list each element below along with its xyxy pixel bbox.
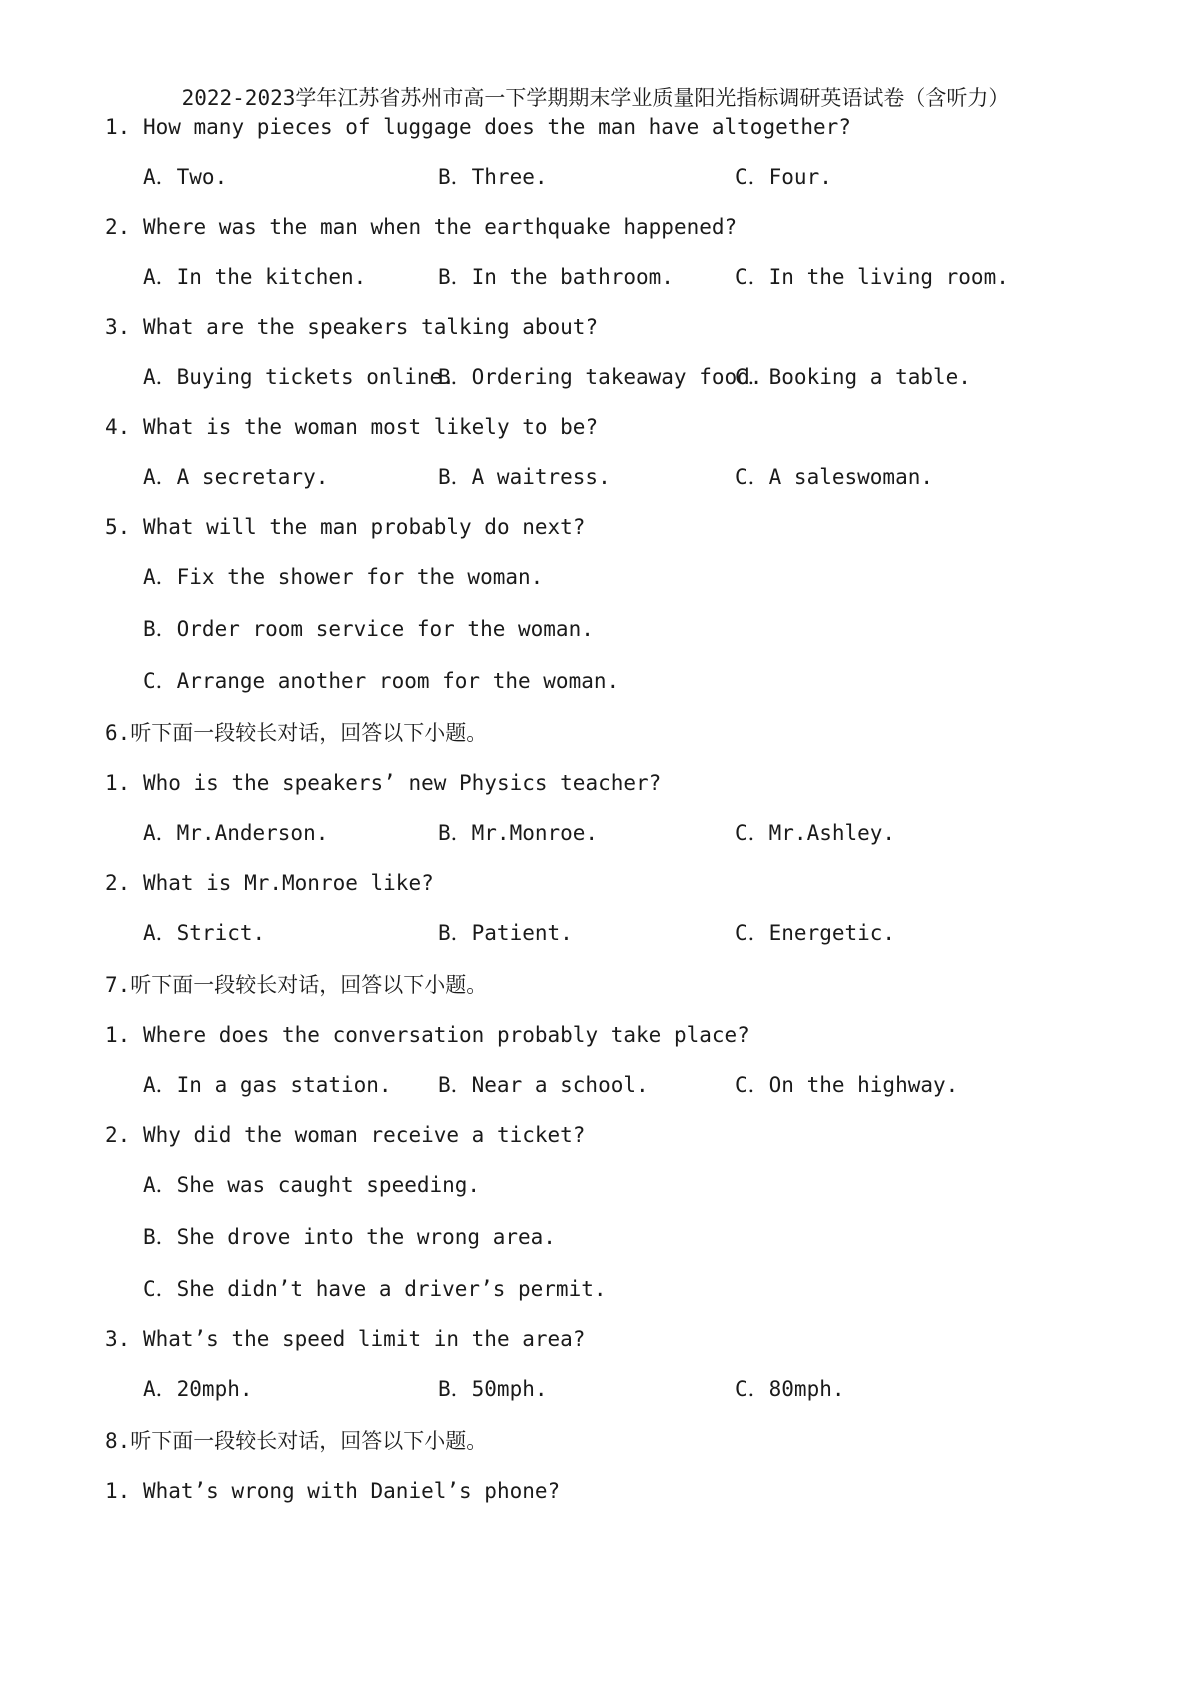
question-line [105, 1325, 585, 1353]
question-number: 2. [105, 1123, 131, 1147]
question-text: What will the man probably do next? [130, 515, 586, 539]
question-text: What’s wrong with Daniel’s phone? [130, 1479, 561, 1503]
option-b: B．Near a school. [438, 1073, 649, 1097]
option-a: A．20mph. [143, 1377, 253, 1401]
option-a: A．Mr.Anderson. [143, 821, 329, 845]
option-a: A．Strict. [143, 921, 266, 945]
option-c: C．80mph. [735, 1377, 845, 1401]
option-b: B．Mr.Monroe. [438, 821, 599, 845]
question-number: 1. [105, 771, 131, 795]
option-a: A．Buying tickets online. [143, 365, 455, 389]
question-number: 4. [105, 415, 131, 439]
question-line [105, 1021, 750, 1049]
question-text: Where was the man when the earthquake happened? [130, 215, 738, 239]
question-line [105, 313, 598, 341]
option-c: C．Energetic. [735, 921, 896, 945]
option-b: B．Three. [438, 165, 548, 189]
section-heading: 8.听下面一段较长对话，回答以下小题。 [105, 1429, 488, 1453]
section-heading: 6.听下面一段较长对话，回答以下小题。 [105, 721, 488, 745]
option-c: C．Booking a table. [735, 365, 971, 389]
question-number: 2. [105, 871, 131, 895]
question-text: Where does the conversation probably take place? [130, 1023, 750, 1047]
question-line [105, 769, 661, 797]
question-line [105, 413, 598, 441]
question-text: Why did the woman receive a ticket? [130, 1123, 586, 1147]
question-number: 1. [105, 1479, 131, 1503]
section-heading: 7.听下面一段较长对话，回答以下小题。 [105, 973, 488, 997]
question-number: 1. [105, 115, 131, 139]
question-text: How many pieces of luggage does the man have altogether? [130, 115, 851, 139]
option-b: B．In the bathroom. [438, 265, 674, 289]
option-line: A．She was caught speeding. [143, 1173, 481, 1197]
question-line [105, 869, 434, 897]
question-text: What are the speakers talking about? [130, 315, 599, 339]
question-text: Who is the speakers’ new Physics teacher? [130, 771, 662, 795]
option-b: B．Ordering takeaway food. [438, 365, 763, 389]
question-number: 3. [105, 1327, 131, 1351]
option-c: C．On the highway. [735, 1073, 959, 1097]
option-c: C．Mr.Ashley. [735, 821, 896, 845]
question-line [105, 113, 851, 141]
option-line: B．Order room service for the woman. [143, 617, 594, 641]
option-a: A．In the kitchen. [143, 265, 367, 289]
question-number: 3. [105, 315, 131, 339]
question-text: What is Mr.Monroe like? [130, 871, 434, 895]
option-line: C．Arrange another room for the woman. [143, 669, 620, 693]
option-b: B．Patient. [438, 921, 573, 945]
option-c: C．A saleswoman. [735, 465, 934, 489]
question-text: What is the woman most likely to be? [130, 415, 599, 439]
page-title: 2022-2023学年江苏省苏州市高一下学期期末学业质量阳光指标调研英语试卷（含听力） [181, 86, 1010, 110]
option-b: B．A waitress. [438, 465, 611, 489]
question-line [105, 513, 585, 541]
question-line [105, 213, 737, 241]
option-line: C．She didn’t have a driver’s permit. [143, 1277, 607, 1301]
option-a: A．A secretary. [143, 465, 329, 489]
question-line [105, 1477, 560, 1505]
option-line: A．Fix the shower for the woman. [143, 565, 544, 589]
option-a: A．Two. [143, 165, 228, 189]
question-text: What’s the speed limit in the area? [130, 1327, 586, 1351]
question-number: 5. [105, 515, 131, 539]
option-c: C．Four. [735, 165, 832, 189]
option-a: A．In a gas station. [143, 1073, 392, 1097]
option-c: C．In the living room. [735, 265, 1009, 289]
option-b: B．50mph. [438, 1377, 548, 1401]
question-line [105, 1121, 585, 1149]
question-number: 2. [105, 215, 131, 239]
option-line: B．She drove into the wrong area. [143, 1225, 556, 1249]
question-number: 1. [105, 1023, 131, 1047]
